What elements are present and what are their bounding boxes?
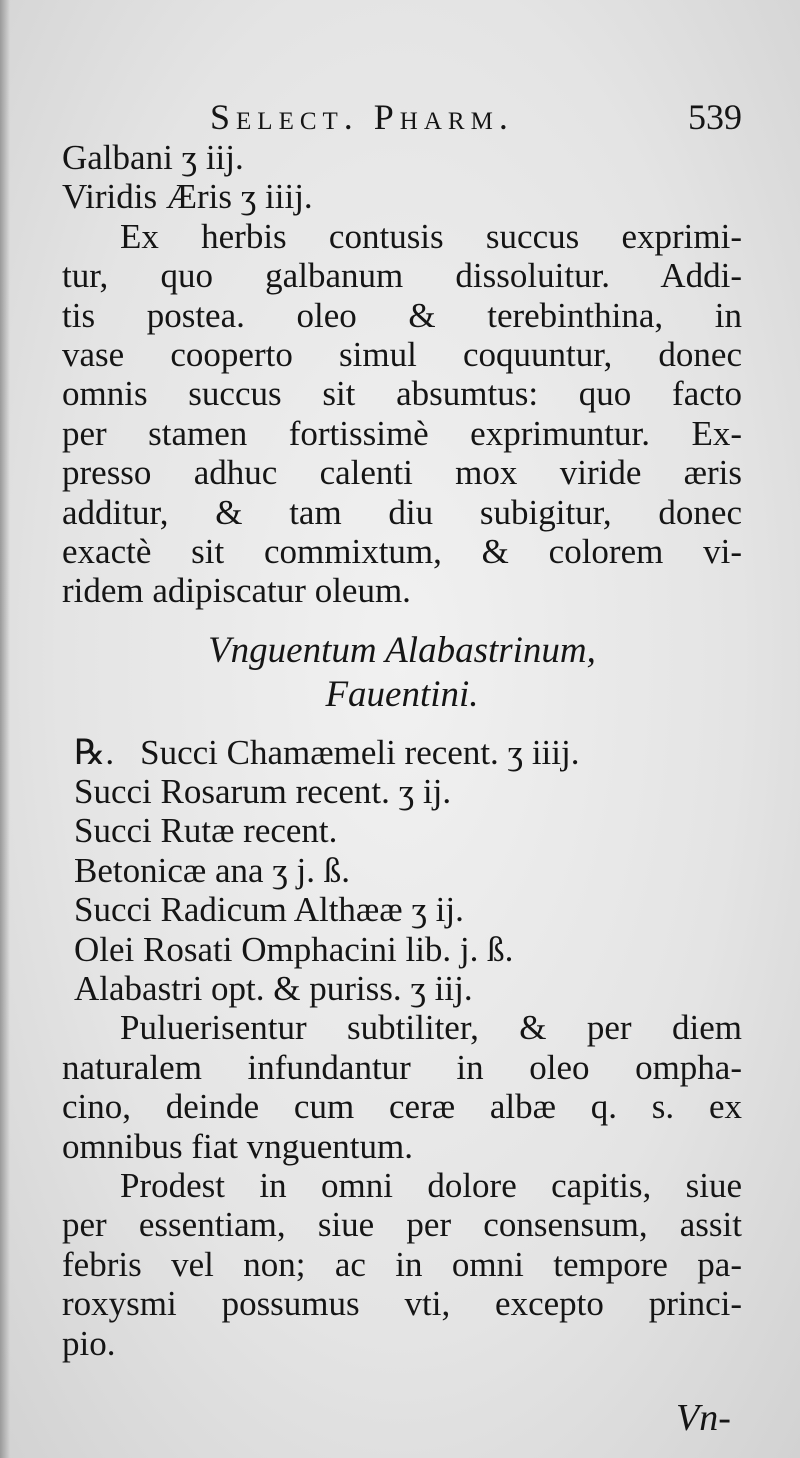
text-line: per essentiam, siue per consensum, assit: [62, 1205, 742, 1245]
recipe-line: [62, 733, 742, 772]
text-line: vase cooperto simul coquuntur, donec: [62, 334, 742, 374]
text-line: omnibus fiat vnguentum.: [62, 1126, 413, 1166]
recipe-ingredient: Betonicæ ana ʒ j. ß.: [74, 850, 351, 890]
text-line: cino, deinde cum ceræ albæ q. s. ex: [62, 1087, 742, 1127]
recipe-subtitle: Fauentini.: [325, 673, 479, 715]
text-line: tis postea. oleo & terebinthina, in: [62, 295, 742, 335]
catchword: Vn-: [676, 1397, 731, 1439]
recipe-ingredient: Olei Rosati Omphacini lib. j. ß.: [74, 929, 514, 969]
recipe-ingredient: Succi Rutæ recent.: [74, 811, 338, 851]
text-line: Prodest in omni dolore capitis, siue: [120, 1165, 742, 1205]
text-line: Puluerisentur subtiliter, & per diem: [120, 1008, 742, 1048]
text-line: per stamen fortissimè exprimuntur. Ex-: [62, 413, 742, 453]
text-line: roxysmi possumus vti, excepto princi-: [62, 1284, 742, 1324]
recipe-ingredient: Succi Radicum Althææ ʒ ij.: [74, 890, 464, 930]
text-line: Viridis Æris ʒ iiij.: [62, 177, 313, 217]
text-line: ridem adipiscatur oleum.: [62, 571, 411, 611]
running-head: Select. Pharm.: [210, 97, 514, 137]
text-line: presso adhuc calenti mox viride æris: [62, 453, 742, 493]
recipe-ingredient: Succi Chamæmeli recent. ʒ iiij.: [140, 732, 580, 772]
page-text: [62, 138, 742, 1363]
text-line: Galbani ʒ iij.: [62, 138, 244, 177]
text-line: tur, quo galbanum dissoluitur. Addi-: [62, 256, 742, 296]
recipe-ingredient: Alabastri opt. & puriss. ʒ iij.: [74, 969, 473, 1009]
recipe-ingredient: Succi Rosarum recent. ʒ ij.: [74, 772, 452, 812]
page-number: 539: [688, 97, 742, 137]
text-line: Ex herbis contusis succus exprimi-: [120, 216, 742, 256]
text-line: febris vel non; ac in omni tempore pa-: [62, 1244, 742, 1284]
text-line: exactè sit commixtum, & colorem vi-: [62, 531, 742, 571]
text-line: naturalem infundantur in oleo ompha-: [62, 1047, 742, 1087]
text-line: pio.: [62, 1323, 116, 1363]
text-line: additur, & tam diu subigitur, donec: [62, 492, 742, 532]
page-header: [0, 92, 800, 142]
recipe-title: Vnguentum Alabastrinum,: [208, 629, 596, 671]
page-edge-shadow: [0, 0, 10, 1458]
recipe-symbol: ℞.: [74, 732, 115, 772]
text-line: omnis succus sit absumtus: quo facto: [62, 374, 742, 414]
